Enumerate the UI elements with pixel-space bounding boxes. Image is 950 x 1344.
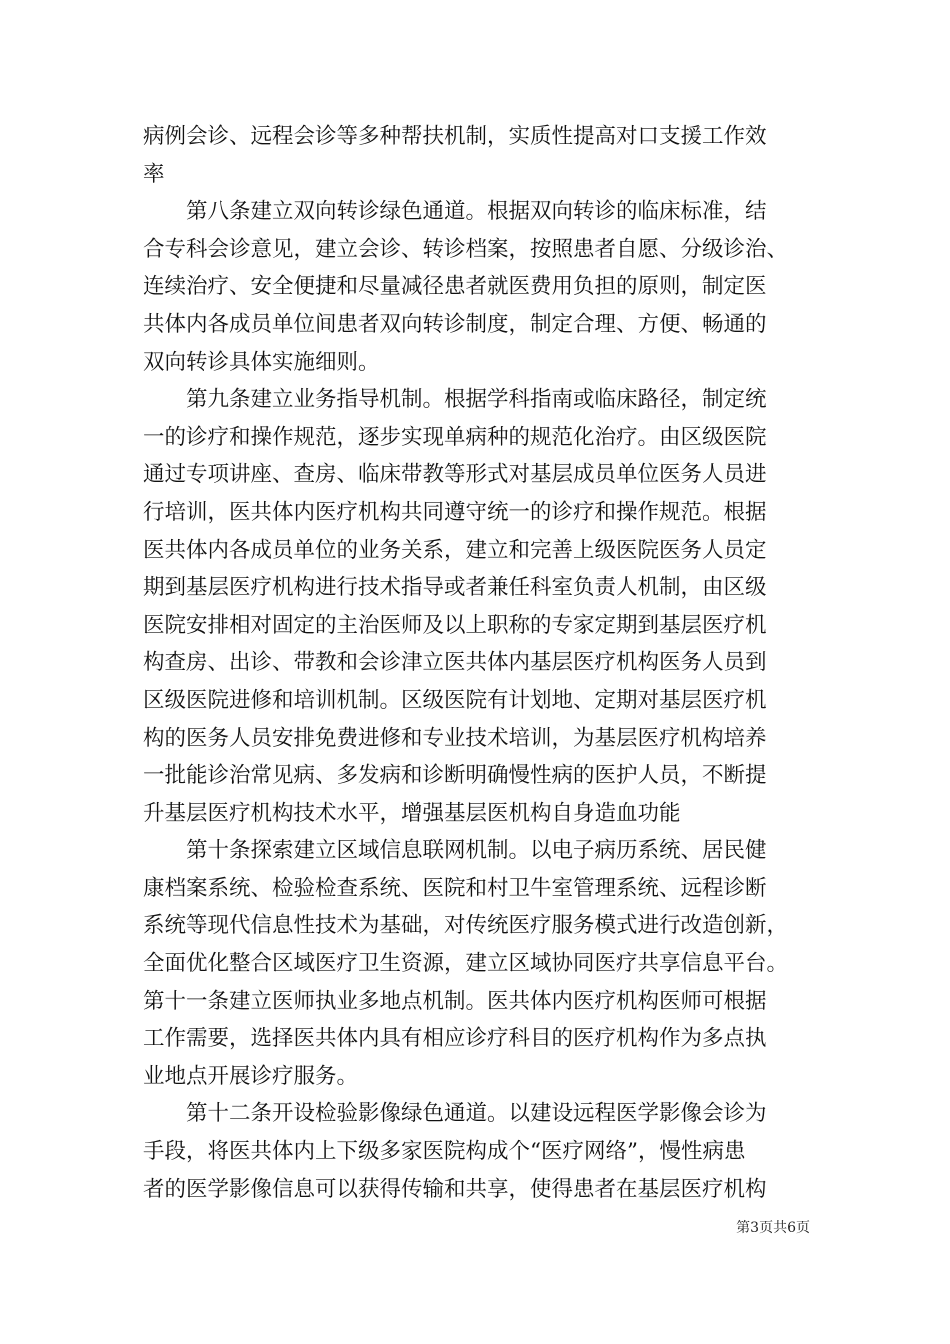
text-line: 一批能诊治常见病、多发病和诊断明确慢性病的医护人员，不断提 [143,763,767,789]
text-line: 第八条建立双向转诊绿色通道。根据双向转诊的临床标准，结 [143,199,767,225]
text-line: 期到基层医疗机构进行技术指导或者兼任科室负责人机制，由区级 [143,575,767,601]
body-text [143,118,811,1208]
text-line: 第十条探索建立区域信息联网机制。以电子病历系统、居民健 [143,838,767,864]
text-line: 一的诊疗和操作规范，逐步实现单病种的规范化治疗。由区级医院 [143,424,767,450]
text-line: 构查房、出诊、带教和会诊津立医共体内基层医疗机构医务人员到 [143,650,767,676]
text-line: 行培训，医共体内医疗机构共同遵守统一的诊疗和操作规范。根据 [143,499,767,525]
text-line: 全面优化整合区域医疗卫生资源，建立区域协同医疗共享信息平台。 [143,951,789,977]
text-line: 双向转诊具体实施细则。 [143,349,380,375]
text-line: 第十二条开设检验影像绿色通道。以建设远程医学影像会诊为 [143,1101,767,1127]
text-line: 共体内各成员单位间患者双向转诊制度，制定合理、方便、畅通的 [143,311,767,337]
text-line: 医院安排相对固定的主治医师及以上职称的专家定期到基层医疗机 [143,612,767,638]
text-line: 通过专项讲座、查房、临床带教等形式对基层成员单位医务人员进 [143,462,767,488]
text-line: 构的医务人员安排免费进修和专业技术培训，为基层医疗机构培养 [143,725,767,751]
text-line: 手段，将医共体内上下级多家医院构成个“医疗网络”，慢性病患 [143,1139,746,1165]
page-number: 第3页共6页 [736,1220,810,1236]
text-line: 者的医学影像信息可以获得传输和共享，使得患者在基层医疗机构 [143,1176,767,1202]
text-line: 合专科会诊意见，建立会诊、转诊档案，按照患者自愿、分级诊治、 [143,236,789,262]
text-line: 业地点开展诊疗服务。 [143,1063,359,1089]
text-line: 率 [143,161,165,187]
text-line: 第十一条建立医师执业多地点机制。医共体内医疗机构医师可根据 [143,988,767,1014]
text-line: 系统等现代信息性技术为基础，对传统医疗服务模式进行改造创新， [143,913,789,939]
text-line: 康档案系统、检验检查系统、医院和村卫牛室管理系统、远程诊断 [143,875,767,901]
text-line: 区级医院进修和培训机制。区级医院有计划地、定期对基层医疗机 [143,687,767,713]
text-line: 升基层医疗机构技术水平，增强基层医机构自身造血功能 [143,800,681,826]
text-line: 医共体内各成员单位的业务关系，建立和完善上级医院医务人员定 [143,537,767,563]
text-line: 连续治疗、安全便捷和尽量减径患者就医费用负担的原则，制定医 [143,274,767,300]
text-line: 病例会诊、远程会诊等多种帮扶机制，实质性提高对口支援工作效 [143,124,767,149]
text-line: 工作需要，选择医共体内具有相应诊疗科目的医疗机构作为多点执 [143,1026,767,1052]
text-line: 第九条建立业务指导机制。根据学科指南或临床路径，制定统 [143,387,767,413]
